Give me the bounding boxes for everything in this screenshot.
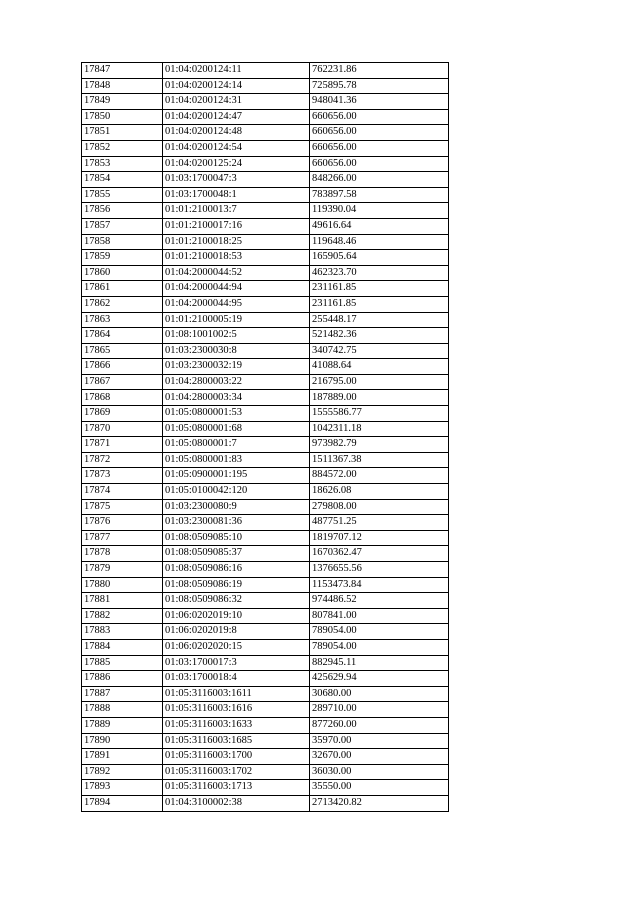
value-cell: 762231.86 bbox=[310, 63, 449, 79]
table-row bbox=[82, 530, 449, 546]
value-cell: 1819707.12 bbox=[310, 530, 449, 546]
row-number-cell: 17867 bbox=[82, 374, 163, 390]
value-cell: 32670.00 bbox=[310, 749, 449, 765]
cadastral-number-cell: 01:04:0200124:14 bbox=[163, 78, 310, 94]
table-row bbox=[82, 359, 449, 375]
cadastral-number-cell: 01:03:2300081:36 bbox=[163, 515, 310, 531]
cadastral-number-cell: 01:05:3116003:1611 bbox=[163, 686, 310, 702]
row-number-cell: 17891 bbox=[82, 749, 163, 765]
cadastral-number-cell: 01:03:1700048:1 bbox=[163, 187, 310, 203]
value-cell: 974486.52 bbox=[310, 593, 449, 609]
row-number-cell: 17873 bbox=[82, 468, 163, 484]
table-row bbox=[82, 94, 449, 110]
row-number-cell: 17859 bbox=[82, 250, 163, 266]
row-number-cell: 17860 bbox=[82, 265, 163, 281]
row-number-cell: 17874 bbox=[82, 484, 163, 500]
cadastral-number-cell: 01:04:0200124:47 bbox=[163, 109, 310, 125]
cadastral-number-cell: 01:01:2100018:25 bbox=[163, 234, 310, 250]
cadastral-number-cell: 01:05:0100042:120 bbox=[163, 484, 310, 500]
row-number-cell: 17849 bbox=[82, 94, 163, 110]
row-number-cell: 17856 bbox=[82, 203, 163, 219]
value-cell: 660656.00 bbox=[310, 156, 449, 172]
cadastral-number-cell: 01:04:2000044:94 bbox=[163, 281, 310, 297]
row-number-cell: 17882 bbox=[82, 608, 163, 624]
table-row bbox=[82, 593, 449, 609]
row-number-cell: 17872 bbox=[82, 452, 163, 468]
value-cell: 884572.00 bbox=[310, 468, 449, 484]
cadastral-number-cell: 01:04:0200124:31 bbox=[163, 94, 310, 110]
table-row bbox=[82, 717, 449, 733]
value-cell: 35550.00 bbox=[310, 780, 449, 796]
table-row bbox=[82, 78, 449, 94]
cadastral-number-cell: 01:08:0509086:32 bbox=[163, 593, 310, 609]
value-cell: 279808.00 bbox=[310, 499, 449, 515]
table-row bbox=[82, 655, 449, 671]
value-cell: 725895.78 bbox=[310, 78, 449, 94]
value-cell: 462323.70 bbox=[310, 265, 449, 281]
table-row bbox=[82, 250, 449, 266]
table-row bbox=[82, 312, 449, 328]
row-number-cell: 17889 bbox=[82, 717, 163, 733]
table-row bbox=[82, 577, 449, 593]
cadastral-number-cell: 01:06:0202019:10 bbox=[163, 608, 310, 624]
table-row bbox=[82, 328, 449, 344]
table-row bbox=[82, 265, 449, 281]
table-row bbox=[82, 140, 449, 156]
row-number-cell: 17870 bbox=[82, 421, 163, 437]
table-row bbox=[82, 218, 449, 234]
cadastral-number-cell: 01:08:0509085:37 bbox=[163, 546, 310, 562]
value-cell: 973982.79 bbox=[310, 437, 449, 453]
table-row bbox=[82, 187, 449, 203]
cadastral-number-cell: 01:05:0800001:53 bbox=[163, 406, 310, 422]
row-number-cell: 17880 bbox=[82, 577, 163, 593]
value-cell: 487751.25 bbox=[310, 515, 449, 531]
row-number-cell: 17858 bbox=[82, 234, 163, 250]
cadastral-number-cell: 01:05:3116003:1713 bbox=[163, 780, 310, 796]
value-cell: 255448.17 bbox=[310, 312, 449, 328]
table-row bbox=[82, 671, 449, 687]
value-cell: 187889.00 bbox=[310, 390, 449, 406]
cadastral-number-cell: 01:04:2000044:95 bbox=[163, 296, 310, 312]
table-row bbox=[82, 639, 449, 655]
value-cell: 848266.00 bbox=[310, 172, 449, 188]
cadastral-number-cell: 01:05:3116003:1685 bbox=[163, 733, 310, 749]
value-cell: 521482.36 bbox=[310, 328, 449, 344]
table-row bbox=[82, 764, 449, 780]
table-row bbox=[82, 437, 449, 453]
cadastral-number-cell: 01:05:0800001:83 bbox=[163, 452, 310, 468]
table-row bbox=[82, 608, 449, 624]
cadastral-number-cell: 01:04:2800003:22 bbox=[163, 374, 310, 390]
value-cell: 660656.00 bbox=[310, 125, 449, 141]
table-row bbox=[82, 795, 449, 811]
row-number-cell: 17854 bbox=[82, 172, 163, 188]
cadastral-number-cell: 01:03:1700047:3 bbox=[163, 172, 310, 188]
cadastral-number-cell: 01:05:0800001:7 bbox=[163, 437, 310, 453]
cadastral-number-cell: 01:08:0509086:16 bbox=[163, 562, 310, 578]
cadastral-number-cell: 01:06:0202019:8 bbox=[163, 624, 310, 640]
row-number-cell: 17894 bbox=[82, 795, 163, 811]
value-cell: 1042311.18 bbox=[310, 421, 449, 437]
cadastral-number-cell: 01:03:2300030:8 bbox=[163, 343, 310, 359]
value-cell: 340742.75 bbox=[310, 343, 449, 359]
value-cell: 41088.64 bbox=[310, 359, 449, 375]
table-row bbox=[82, 733, 449, 749]
cadastral-number-cell: 01:04:0200125:24 bbox=[163, 156, 310, 172]
value-cell: 1555586.77 bbox=[310, 406, 449, 422]
row-number-cell: 17885 bbox=[82, 655, 163, 671]
cadastral-number-cell: 01:06:0202020:15 bbox=[163, 639, 310, 655]
value-cell: 1376655.56 bbox=[310, 562, 449, 578]
value-cell: 425629.94 bbox=[310, 671, 449, 687]
table-row bbox=[82, 390, 449, 406]
value-cell: 877260.00 bbox=[310, 717, 449, 733]
cadastral-number-cell: 01:03:2300032:19 bbox=[163, 359, 310, 375]
cadastral-number-cell: 01:08:0509085:10 bbox=[163, 530, 310, 546]
cadastral-number-cell: 01:05:0900001:195 bbox=[163, 468, 310, 484]
table-row bbox=[82, 406, 449, 422]
row-number-cell: 17855 bbox=[82, 187, 163, 203]
table-row bbox=[82, 281, 449, 297]
cadastral-number-cell: 01:08:1001002:5 bbox=[163, 328, 310, 344]
cadastral-number-cell: 01:05:0800001:68 bbox=[163, 421, 310, 437]
value-cell: 30680.00 bbox=[310, 686, 449, 702]
value-cell: 807841.00 bbox=[310, 608, 449, 624]
table-row bbox=[82, 374, 449, 390]
row-number-cell: 17869 bbox=[82, 406, 163, 422]
row-number-cell: 17875 bbox=[82, 499, 163, 515]
value-cell: 789054.00 bbox=[310, 624, 449, 640]
table-row bbox=[82, 780, 449, 796]
row-number-cell: 17888 bbox=[82, 702, 163, 718]
value-cell: 216795.00 bbox=[310, 374, 449, 390]
row-number-cell: 17887 bbox=[82, 686, 163, 702]
cadastral-number-cell: 01:01:2100005:19 bbox=[163, 312, 310, 328]
table-row bbox=[82, 63, 449, 79]
cadastral-number-cell: 01:05:3116003:1700 bbox=[163, 749, 310, 765]
cadastral-number-cell: 01:04:2000044:52 bbox=[163, 265, 310, 281]
cadastral-number-cell: 01:04:0200124:11 bbox=[163, 63, 310, 79]
table-row bbox=[82, 624, 449, 640]
value-cell: 49616.64 bbox=[310, 218, 449, 234]
value-cell: 231161.85 bbox=[310, 281, 449, 297]
cadastral-number-cell: 01:01:2100017:16 bbox=[163, 218, 310, 234]
value-cell: 36030.00 bbox=[310, 764, 449, 780]
value-cell: 660656.00 bbox=[310, 140, 449, 156]
table-row bbox=[82, 296, 449, 312]
cadastral-number-cell: 01:03:2300080:9 bbox=[163, 499, 310, 515]
value-cell: 660656.00 bbox=[310, 109, 449, 125]
value-cell: 289710.00 bbox=[310, 702, 449, 718]
data-table bbox=[81, 62, 449, 812]
cadastral-number-cell: 01:08:0509086:19 bbox=[163, 577, 310, 593]
row-number-cell: 17879 bbox=[82, 562, 163, 578]
row-number-cell: 17862 bbox=[82, 296, 163, 312]
value-cell: 119390.04 bbox=[310, 203, 449, 219]
table-row bbox=[82, 702, 449, 718]
row-number-cell: 17884 bbox=[82, 639, 163, 655]
table-row bbox=[82, 686, 449, 702]
cadastral-number-cell: 01:03:1700017:3 bbox=[163, 655, 310, 671]
table-body bbox=[82, 63, 449, 812]
row-number-cell: 17864 bbox=[82, 328, 163, 344]
value-cell: 2713420.82 bbox=[310, 795, 449, 811]
table-row bbox=[82, 515, 449, 531]
cadastral-number-cell: 01:04:3100002:38 bbox=[163, 795, 310, 811]
table-row bbox=[82, 484, 449, 500]
value-cell: 783897.58 bbox=[310, 187, 449, 203]
table-row bbox=[82, 109, 449, 125]
value-cell: 948041.36 bbox=[310, 94, 449, 110]
row-number-cell: 17881 bbox=[82, 593, 163, 609]
row-number-cell: 17863 bbox=[82, 312, 163, 328]
row-number-cell: 17861 bbox=[82, 281, 163, 297]
cadastral-number-cell: 01:05:3116003:1702 bbox=[163, 764, 310, 780]
value-cell: 18626.08 bbox=[310, 484, 449, 500]
cadastral-number-cell: 01:01:2100018:53 bbox=[163, 250, 310, 266]
row-number-cell: 17857 bbox=[82, 218, 163, 234]
cadastral-number-cell: 01:05:3116003:1616 bbox=[163, 702, 310, 718]
row-number-cell: 17865 bbox=[82, 343, 163, 359]
table-row bbox=[82, 421, 449, 437]
row-number-cell: 17871 bbox=[82, 437, 163, 453]
row-number-cell: 17868 bbox=[82, 390, 163, 406]
row-number-cell: 17852 bbox=[82, 140, 163, 156]
cadastral-number-cell: 01:05:3116003:1633 bbox=[163, 717, 310, 733]
table-row bbox=[82, 468, 449, 484]
table-row bbox=[82, 546, 449, 562]
row-number-cell: 17890 bbox=[82, 733, 163, 749]
table-row bbox=[82, 156, 449, 172]
table-row bbox=[82, 125, 449, 141]
row-number-cell: 17886 bbox=[82, 671, 163, 687]
value-cell: 1511367.38 bbox=[310, 452, 449, 468]
table-row bbox=[82, 234, 449, 250]
table-row bbox=[82, 499, 449, 515]
cadastral-number-cell: 01:01:2100013:7 bbox=[163, 203, 310, 219]
table-row bbox=[82, 452, 449, 468]
value-cell: 882945.11 bbox=[310, 655, 449, 671]
row-number-cell: 17848 bbox=[82, 78, 163, 94]
row-number-cell: 17893 bbox=[82, 780, 163, 796]
cadastral-number-cell: 01:04:0200124:48 bbox=[163, 125, 310, 141]
value-cell: 35970.00 bbox=[310, 733, 449, 749]
table-row bbox=[82, 172, 449, 188]
row-number-cell: 17851 bbox=[82, 125, 163, 141]
table-row bbox=[82, 749, 449, 765]
row-number-cell: 17850 bbox=[82, 109, 163, 125]
value-cell: 165905.64 bbox=[310, 250, 449, 266]
table-row bbox=[82, 343, 449, 359]
row-number-cell: 17847 bbox=[82, 63, 163, 79]
table-row bbox=[82, 562, 449, 578]
cadastral-number-cell: 01:04:2800003:34 bbox=[163, 390, 310, 406]
row-number-cell: 17866 bbox=[82, 359, 163, 375]
table-row bbox=[82, 203, 449, 219]
row-number-cell: 17876 bbox=[82, 515, 163, 531]
row-number-cell: 17853 bbox=[82, 156, 163, 172]
value-cell: 119648.46 bbox=[310, 234, 449, 250]
row-number-cell: 17892 bbox=[82, 764, 163, 780]
row-number-cell: 17883 bbox=[82, 624, 163, 640]
cadastral-number-cell: 01:04:0200124:54 bbox=[163, 140, 310, 156]
value-cell: 231161.85 bbox=[310, 296, 449, 312]
row-number-cell: 17877 bbox=[82, 530, 163, 546]
row-number-cell: 17878 bbox=[82, 546, 163, 562]
value-cell: 1670362.47 bbox=[310, 546, 449, 562]
value-cell: 789054.00 bbox=[310, 639, 449, 655]
value-cell: 1153473.84 bbox=[310, 577, 449, 593]
cadastral-number-cell: 01:03:1700018:4 bbox=[163, 671, 310, 687]
